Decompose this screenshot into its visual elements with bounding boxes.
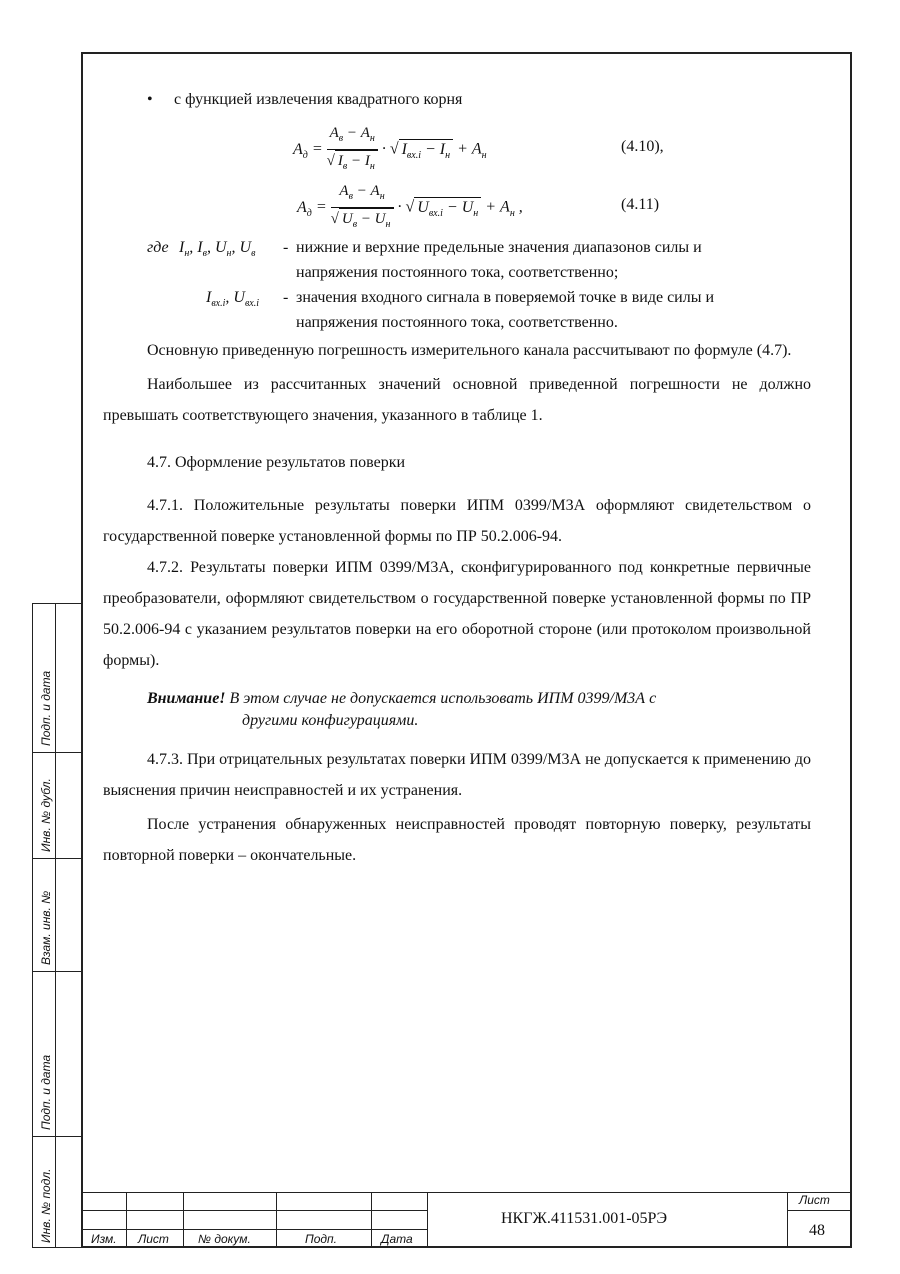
side-label: Подп. и дата <box>39 1054 53 1130</box>
paragraph: После устранения обнаруженных неисправностей проводят повторную поверку, результаты повторной поверки – окончательные. <box>103 816 811 864</box>
sheet-label: Лист <box>799 1193 830 1207</box>
formula-4-11: $A_д$ = $\frac{A_в - A_н}{√ U_в - U_н}$ · √ $U_{вх.i} - U_н + A_н$ , (4.11) <box>103 173 811 235</box>
defs-prefix: где <box>147 239 169 256</box>
col-label: Подп. <box>305 1232 337 1246</box>
col-label: Лист <box>138 1232 169 1246</box>
title-block <box>81 1192 852 1248</box>
bullet-item <box>147 84 811 115</box>
definition-text: напряжения постоянного тока, соответственно. <box>296 314 618 331</box>
document-number: НКГЖ.411531.001-05РЭ <box>501 1210 668 1227</box>
paragraph: 4.7.2. Результаты поверки ИПМ 0399/М3А, сконфигурированного под конкретные первичные преобразователи, оформляют свидетельством о государственной поверке установленной формы по ПР 50.2.006-94 с указанием результатов поверки на его оборотной стороне (или протоколом произвольной формы). <box>103 559 811 669</box>
formula-4-10: $A_д$ = $\frac{A_в - A_н}{√ I_в - I_н}$ · √ $I_{вх.i} - I_н + A_н$ (4.10), <box>103 115 811 173</box>
definition-text: напряжения постоянного тока, соответственно; <box>296 264 619 281</box>
definition-text: нижние и верхние предельные значения диапазонов силы и <box>296 239 702 256</box>
side-stamp <box>32 603 81 1248</box>
col-label: № докум. <box>198 1232 251 1246</box>
side-label: Подп. и дата <box>39 670 53 746</box>
side-label: Инв. № подл. <box>39 1168 53 1243</box>
paragraph: Наибольшее из рассчитанных значений основной приведенной погрешности не должно превышать соответствующего значения, указанного в таблице 1. <box>103 376 811 424</box>
section-heading: 4.7. Оформление результатов поверки <box>147 454 406 471</box>
col-label: Изм. <box>91 1232 117 1246</box>
sheet-number: 48 <box>809 1222 825 1239</box>
definitions: где $I_н$, $I_в$, $U_н$, $U_в$ - нижние и верхние предельные значения диапазонов силы и напряжения постоянного тока, соответственно; $I_{вх.i}$, $U_{вх.i}$ - значения входного сигнала в поверяемой точке в виде силы и напряжения постоянного тока, соответственно. <box>103 235 811 335</box>
attention-text: В этом случае не допускается использовать ИПМ 0399/М3А с <box>229 690 657 707</box>
equation-number: (4.10), <box>621 138 664 155</box>
attention-label: Внимание! <box>147 690 226 707</box>
col-label: Дата <box>381 1232 413 1246</box>
definition-text: значения входного сигнала в поверяемой точке в виде силы и <box>296 289 715 306</box>
attention-note <box>147 688 811 732</box>
equation-number: (4.11) <box>621 196 660 213</box>
paragraph: Основную приведенную погрешность измерительного канала рассчитывают по формуле (4.7). <box>147 342 792 359</box>
paragraph: 4.7.1. Положительные результаты поверки ИПМ 0399/М3А оформляют свидетельством о государственной поверке установленной формы по ПР 50.2.006-94. <box>103 497 811 545</box>
side-label: Взам. инв. № <box>39 890 53 965</box>
attention-text: другими конфигурациями. <box>242 712 419 729</box>
page-content <box>103 84 811 871</box>
bullet-dot: • <box>147 91 153 108</box>
side-label: Инв. № дубл. <box>39 778 53 852</box>
bullet-text: с функцией извлечения квадратного корня <box>174 91 463 108</box>
paragraph: 4.7.3. При отрицательных результатах поверки ИПМ 0399/М3А не допускается к применению до выяснения причин неисправностей и их устранения. <box>103 751 811 799</box>
